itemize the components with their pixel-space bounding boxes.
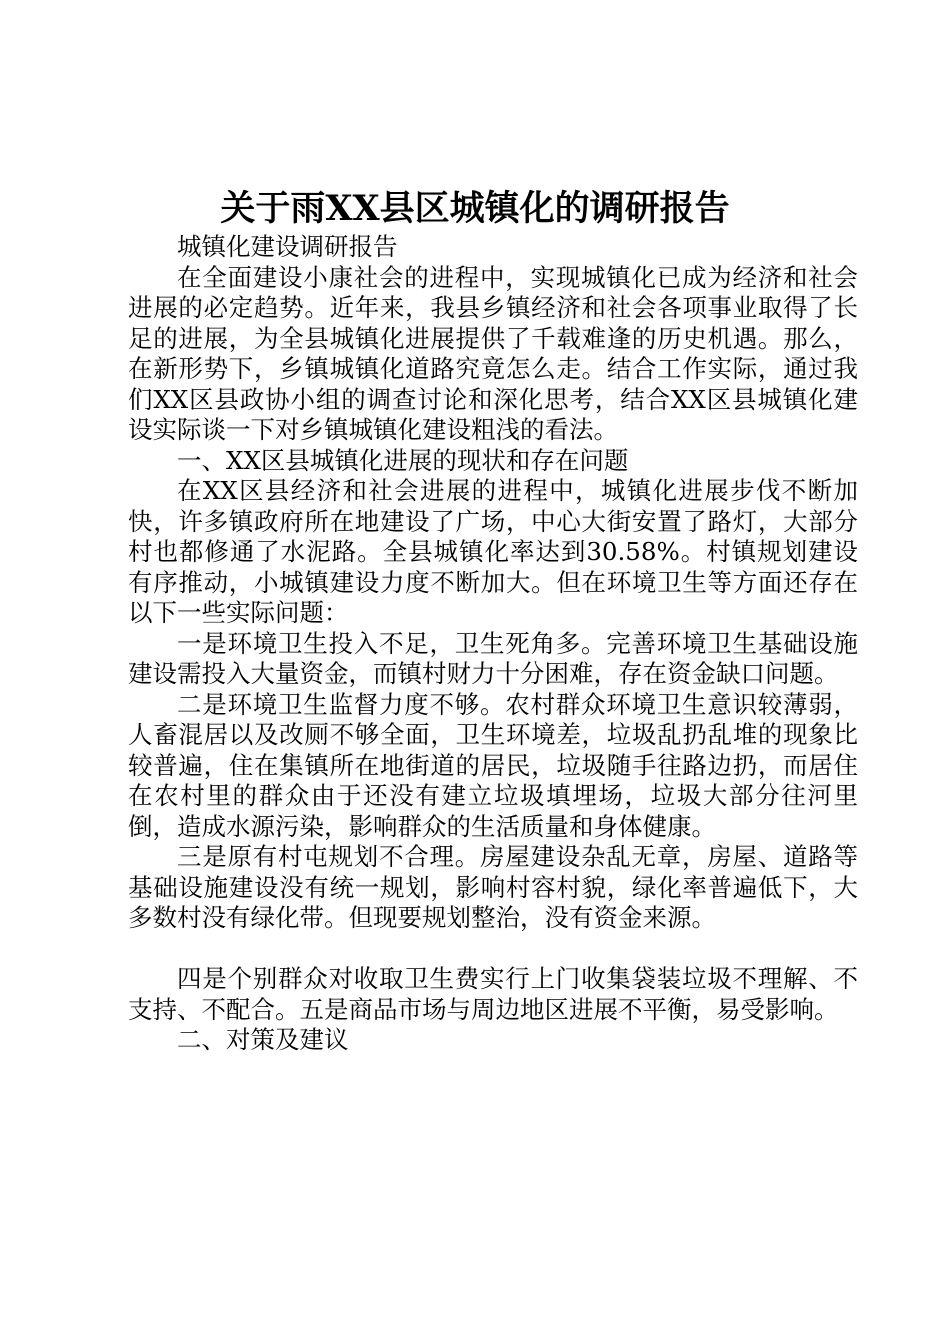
section-heading-2: 二、对策及建议 [177, 1025, 349, 1054]
section-heading-1: 一、XX区县城镇化进展的现状和存在问题 [177, 445, 629, 475]
subtitle-paragraph: 城镇化建设调研报告 [177, 232, 398, 261]
problem-3-paragraph: 三是原有村屯规划不合理。房屋建设杂乱无章，房屋、道路等基础设施建设没有统一规划，影响村容村貌，绿化率普遍低下，大多数村没有绿化带。但现要规划整治，没有资金来源。 [128, 842, 858, 932]
intro-paragraph: 在全面建设小康社会的进程中，实现城镇化已成为经济和社会进展的必定趋势。近年来，我县乡镇经济和社会各项事业取得了长足的进展，为全县城镇化进展提供了千载难逢的历史机遇。那么，在新形势下，乡镇城镇化道路究竟怎么走。结合工作实际，通过我们XX区县政协小组的调查讨论和深化思考，结合XX区县城镇化建设实际谈一下对乡镇城镇化建设粗浅的看法。 [128, 262, 858, 444]
blank-line [128, 934, 858, 965]
problem-2-paragraph: 二是环境卫生监督力度不够。农村群众环境卫生意识较薄弱，人畜混居以及改厕不够全面，卫生环境差，垃圾乱扔乱堆的现象比较普遍，住在集镇所在地街道的居民，垃圾随手往路边扔，而居住在农村里的群众由于还没有建立垃圾填埋场，垃圾大部分往河里倒，造成水源污染，影响群众的生活质量和身体健康。 [128, 689, 858, 841]
document-body [128, 232, 858, 1056]
document-title: 关于雨XX县区城镇化的调研报告 [220, 188, 730, 229]
status-paragraph: 在XX区县经济和社会进展的进程中，城镇化进展步伐不断加快，许多镇政府所在地建设了广场，中心大街安置了路灯，大部分村也都修通了水泥路。全县城镇化率达到30.58%。村镇规划建设有序推动，小城镇建设力度不断加大。但在环境卫生等方面还存在以下一些实际问题： [128, 476, 858, 627]
problem-1-paragraph: 一是环境卫生投入不足，卫生死角多。完善环境卫生基础设施建设需投入大量资金，而镇村财力十分困难，存在资金缺口问题。 [128, 628, 858, 688]
problem-4-paragraph: 四是个别群众对收取卫生费实行上门收集袋装垃圾不理解、不支持、不配合。五是商品市场与周边地区进展不平衡，易受影响。 [128, 964, 858, 1024]
